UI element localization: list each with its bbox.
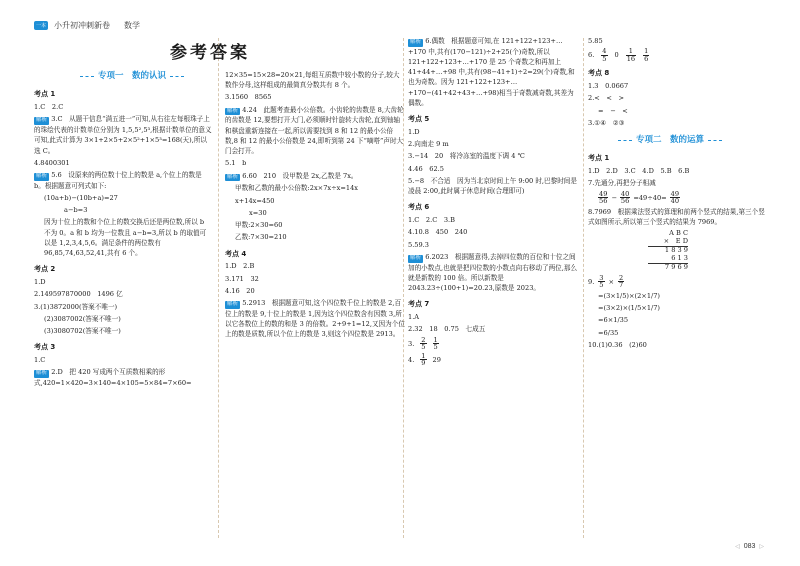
- answer-line: 1.A: [408, 313, 420, 322]
- equation: =(3×1/5)×(2×1/7): [598, 291, 661, 300]
- column-divider-1: [218, 38, 219, 538]
- answer-line: 3.(1)3872000(答案不唯一): [34, 302, 118, 311]
- kaodian-heading: 考点 2: [34, 265, 56, 274]
- brand-logo: 一本: [35, 22, 46, 29]
- subject-label: 数学: [124, 20, 140, 30]
- answer-line: 1.C 2.C: [34, 103, 64, 112]
- fraction: $\frac{2}{7}$: [619, 273, 624, 290]
- equation: 甲数和乙数的最小公倍数:2x×7x÷x=14x: [235, 184, 358, 193]
- answer-line: 8.7969 根据乘法竖式的算理和前两个竖式的结果,第三个竖式如图所示,所以第三个竖式的结果为 7969。: [588, 207, 765, 226]
- answer-line: 4.16 20: [225, 286, 255, 295]
- answer-line: 2.< < >: [588, 94, 625, 103]
- answer-line: 2.向南走 9 m: [408, 140, 449, 149]
- fraction: 1 5: [433, 335, 438, 352]
- answer-line: = − <: [598, 106, 628, 115]
- answer-line: 2.32 18 0.75 七成五: [408, 325, 486, 334]
- fraction: 1 9: [421, 351, 426, 368]
- answer-line: 3.①④ ②③: [588, 118, 625, 127]
- kaodian-heading: 考点 8: [588, 69, 610, 78]
- fraction: 1 16: [626, 47, 636, 63]
- equation: a−b=3: [64, 206, 88, 215]
- answer-line: 1.3 0.0667: [588, 82, 629, 91]
- fraction: $\frac{40}{56}$: [620, 189, 630, 206]
- answer-line: 5.−8 不合适 因为当北京时间上午 9:00 时,巴黎时间是凌晨 2:00,此时属于休息时间(合理即可): [408, 176, 577, 196]
- answer-line: 解析 6.60 210 设甲数是 2x,乙数是 7x。: [227, 171, 358, 180]
- kaodian-heading: 考点 6: [408, 203, 430, 212]
- kaodian-heading: 考点 3: [34, 343, 56, 352]
- answer-line: 4.46 62.5: [408, 164, 444, 173]
- answer-line: 解析 3.C 从题干信息“满五进一”可知,从右往左每根珠子上的珠绘代表的计数单位分别为 1,5,5²,5³,根据计数单位的意义可知,此式计算为 3×1+2×5+2×5²+1×5³=168(天),所以选 C。: [34, 115, 212, 155]
- kaodian-heading: 考点 1: [588, 154, 610, 163]
- answer-line: 解析 4.24 此题考查最小公倍数。小齿轮的齿数是 8,大齿轮的齿数是 12,要想打开大门,必须顺时针旋转大齿轮,直到铀轴和棋盘重新连接在一起,所以需要找到 8 和 12 的最小公倍数,8 和 12 的最小公倍数是 24,即听到第 24 下“嘀嗒”声时大门会打开。: [225, 105, 404, 156]
- answer-line: 解析 5.2913 根据题意可知,这个四位数千位上的数是 2,百位上的数是 9,十位上的数是 1,因为这个四位数含有因数 3,所以它各数位上的数的和是 3 的倍数。2+9+1=12,又因为个位上的数是质数,所以个位上的数是 3,则这个四位数是 2913。: [225, 299, 405, 339]
- answer-line: 2.1495978700​00 1496 亿: [34, 290, 123, 299]
- answer-line: 1.C: [34, 356, 46, 365]
- analysis-tag: 解析: [410, 39, 422, 45]
- answer-line: 12×35=15×28=20×21,每组互质数中较小数的分子,较大数作分母,这样组成的最简真分数共有 8 个。: [225, 71, 400, 90]
- answer-line: 10.(1)0.36 (2)60: [588, 340, 647, 349]
- answer-line: 5.85: [588, 37, 603, 45]
- analysis-tag: 解析: [410, 254, 422, 261]
- answer-line: 3.1560 8565: [225, 93, 272, 102]
- equation: =6/35: [598, 328, 619, 337]
- column-4: [588, 34, 766, 352]
- answer-line: 解析 6.2023 根据题意得,去掉四位数的百位和十位之间加的小数点,也就是把四位数的小数点向右移动了两位,那么就是新数的 100 倍。所以新数是 2043.23÷(100+1)=20.23,原数是 2023。: [408, 252, 578, 293]
- header: [34, 19, 140, 31]
- answer-line: 4.10.8 450 240: [408, 228, 468, 237]
- next-arrow-icon: ▷: [759, 544, 764, 550]
- vertical-multiplication: A B C × E D 1 8 3 9 6 1 3 7 9 6 9: [648, 230, 766, 272]
- fraction: 1 6: [644, 47, 649, 63]
- answer-line: 5.1 b: [225, 159, 247, 168]
- analysis-tag: 解析: [227, 173, 239, 180]
- equation: 49 56 − $\frac{40}{56}$ =49÷40= $\frac{49}{40}$: [599, 189, 680, 206]
- analysis-tag: 解析: [36, 172, 48, 179]
- equation: 甲数:2×30=60: [235, 221, 283, 230]
- equation: =(3×2)×(1/5×1/7): [598, 304, 661, 313]
- answer-line: 1.D: [408, 127, 420, 136]
- answer-line: 3.−14 20 将冷冻室的温度下调 4 ℃: [408, 152, 525, 161]
- answer-line: 1.C 2.C 3.B: [408, 216, 455, 225]
- answer-line: (2)3087002(答案不唯一): [44, 314, 121, 323]
- fraction: $\frac{3}{5}$: [599, 273, 604, 290]
- kaodian-heading: 考点 4: [225, 249, 247, 258]
- equation: x+14x=450: [235, 196, 275, 205]
- answer-line: 7.先通分,再把分子相减: [588, 179, 656, 188]
- fraction: 49 56: [599, 189, 608, 206]
- analysis-tag: 解析: [227, 301, 239, 307]
- analysis-tag: 解析: [36, 117, 48, 124]
- answer-line: 4. 1 9 29: [408, 351, 441, 368]
- equation: (10a+b)−(10b+a)=27: [44, 193, 118, 202]
- answer-line: 3.171 32: [225, 274, 259, 283]
- kaodian-heading: 考点 5: [408, 115, 430, 124]
- analysis-tag: 解析: [36, 370, 48, 377]
- answer-line: 9. $\frac{3}{5}$ × $\frac{2}{7}$: [588, 273, 624, 290]
- answer-line: 1.D: [34, 278, 46, 287]
- answer-line: 4.8400301: [34, 158, 70, 167]
- answer-line: 1.D 2.B: [225, 262, 255, 271]
- answer-line: 5.59.3: [408, 240, 429, 249]
- page-number: ◁ 083 ▷: [735, 543, 764, 550]
- column-1: [34, 64, 212, 390]
- kaodian-heading: 考点 1: [34, 90, 56, 99]
- column-2: [225, 68, 405, 341]
- equation: 乙数:7×30=210: [235, 233, 287, 242]
- column-3: [408, 34, 580, 369]
- equation: =6×1/35: [598, 316, 629, 325]
- answer-line: 因为十位上的数和个位上的数交换后还是两位数,所以 b 不为 0。a 和 b 均为一位数且 a−b=3,所以 b 的取值可以是 1,2,3,4,5,6。满足条件的两位数有 96,85,74,63,52,41,共有 6 个。: [44, 218, 207, 258]
- answer-line: 3. 2 5 1 5: [408, 335, 438, 352]
- fraction: 4 5: [602, 47, 607, 63]
- section-heading-1: 专项一 数的认识: [80, 70, 212, 83]
- answer-line: 解析 6.偶数 根据题意可知,在 121+122+123+…+170 中,共有(170−121)÷2+25(个)奇数,所以 121+122+123+…+170 是 25 个奇数之和再加上 41+44+…+98 中,共有(98−41+1)÷2=29(个)奇数,和也为奇数。因为 121+122+123+…+170−(41+42+43+…+98)相当于奇数减奇数,其差为偶数。: [408, 37, 575, 107]
- series-title: 小升初冲刺新卷: [54, 20, 110, 30]
- answer-line: 1.D 2.D 3.C 4.D 5.B 6.B: [588, 167, 690, 176]
- answer-line: 6. 4 5 0 1 16 1 6: [588, 47, 649, 63]
- page-title: 参考答案: [170, 43, 250, 63]
- fraction: 2 5: [421, 335, 426, 352]
- answer-line: 解析 2.D 把 420 写成两个互质数相乘的形式,420=1×420=3×140=4×105=5×84=7×60=: [34, 368, 192, 388]
- kaodian-heading: 考点 7: [408, 300, 430, 309]
- answer-line: 解析 5.6 设原来的两位数十位上的数是 a,个位上的数是 b。根据题意可列式如下:: [34, 170, 202, 190]
- prev-arrow-icon: ◁: [735, 544, 740, 550]
- equation: x=30: [249, 208, 267, 217]
- section-heading-2: 专项二 数的运算: [618, 134, 766, 147]
- column-divider-3: [583, 38, 584, 538]
- analysis-tag: 解析: [227, 107, 239, 114]
- fraction: $\frac{49}{40}$: [670, 189, 680, 206]
- answer-line: (3)3080702(答案不唯一): [44, 327, 121, 336]
